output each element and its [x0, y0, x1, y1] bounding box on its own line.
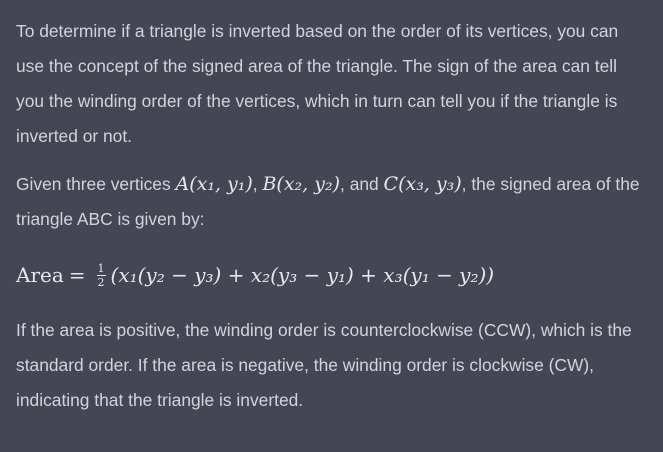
vertices-separator-1: , — [252, 174, 263, 194]
fraction-denominator: 2 — [97, 275, 105, 289]
paragraph-intro: To determine if a triangle is inverted based on the order of its vertices, you can use the concept of the signed area of the triangle. The sign of the area can tell you the winding order of the vertices, which in turn can tell you if the triangle is inverted or not. — [16, 21, 619, 146]
vertex-b-math: B(x₂, y₂) — [262, 173, 341, 195]
paragraph-conclusion: If the area is positive, the winding order is counterclockwise (CCW), which is the standard order. If the area is negative, the winding order is clockwise (CW), indicating that the triangle is inverted. — [16, 320, 632, 410]
vertex-c-math: C(x₃, y₃) — [383, 173, 462, 195]
fraction-numerator: 1 — [97, 261, 105, 275]
vertex-a-math: A(x₁, y₁) — [175, 173, 253, 195]
formula-label: Area — [16, 262, 64, 287]
paragraph-vertices — [16, 167, 649, 237]
vertices-intro-text: Given three vertices — [16, 174, 176, 194]
signed-area-formula — [16, 241, 649, 301]
formula-expression: (x₁(y₂ − y₃) + x₂(y₃ − y₁) + x₃(y₁ − y₂)) — [110, 262, 495, 287]
vertices-outro-text: , the signed area of the triangle ABC is given by: — [16, 174, 640, 229]
formula-equals: = — [68, 262, 86, 287]
vertices-separator-2: , and — [340, 174, 384, 194]
formula-fraction — [97, 263, 106, 288]
